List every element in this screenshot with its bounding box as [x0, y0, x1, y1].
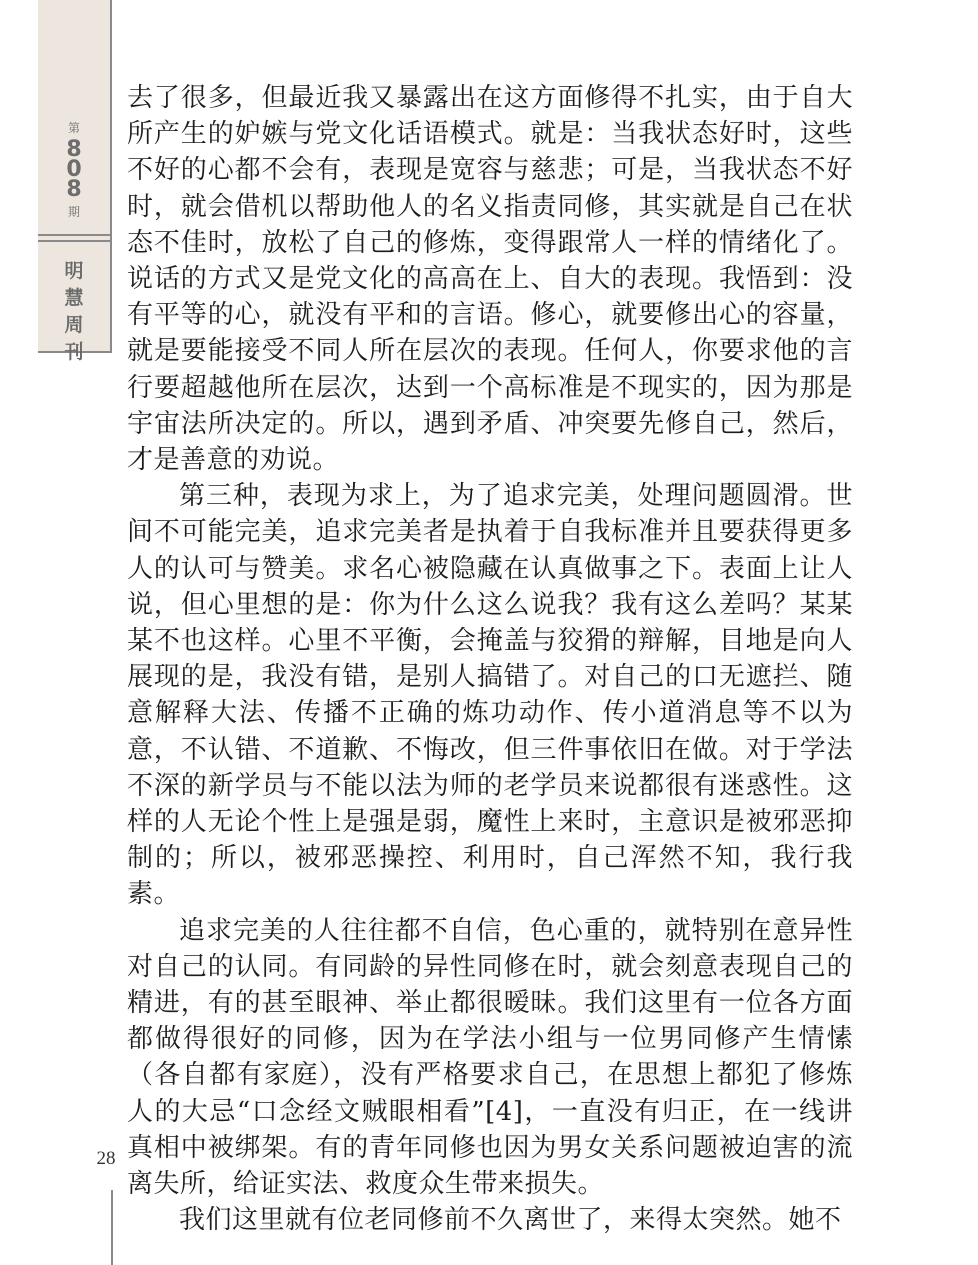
- paragraph: 追求完美的人往往都不自信，色心重的，就特别在意异性对自己的认同。有同龄的异性同修在时，就会刻意表现自己的精进，有的甚至眼神、举止都很暧昧。我们这里有一位各方面都做得很好的同修，因为在学法小组与一位男同修产生情愫（各自都有家庭），没有严格要求自己，在思想上都犯了修炼人的大忌“口念经文贼眼相看”[4]，一直没有归正，在一线讲真相中被绑架。有的青年同修也因为男女关系问题被迫害的流离失所，给证实法、救度众生带来损失。: [127, 915, 853, 1200]
- paragraph: 第三种，表现为求上，为了追求完美，处理问题圆滑。世间不可能完美，追求完美者是执着于自我标准并且要获得更多人的认可与赞美。求名心被隐藏在认真做事之下。表面上让人说，但心里想的是：你为什么这么说我？我有这么差吗？某某某不也这样。心里不平衡，会掩盖与狡猾的辩解，目地是向人展现的是，我没有错，是别人搞错了。对自己的口无遮拦、随意解释大法、传播不正确的炼功动作、传小道消息等不以为意，不认错、不道歉、不悔改，但三件事依旧在做。对于学法不深的新学员与不能以法为师的老学员来说都很有迷惑性。这样的人无论个性上是强是弱，魔性上来时，主意识是被邪恶抑制的；所以，被邪恶操控、利用时，自己浑然不知，我行我素。: [127, 481, 853, 910]
- issue-suffix: 期: [67, 205, 80, 219]
- magazine-name: [38, 258, 110, 366]
- issue-prefix: 第: [67, 121, 80, 135]
- magazine-char: 刊: [64, 341, 84, 363]
- tab-divider-top: [38, 234, 110, 236]
- margin-rule: [111, 1190, 113, 1265]
- magazine-char: 慧: [64, 287, 84, 309]
- article-body: [127, 80, 853, 1239]
- issue-label: [38, 120, 110, 220]
- paragraph: 我们这里就有位老同修前不久离世了，来得太突然。她不: [179, 1205, 842, 1236]
- issue-tab: [38, 0, 112, 363]
- magazine-char: 明: [64, 260, 84, 282]
- tab-divider-bottom: [38, 240, 110, 242]
- paragraph: 去了很多，但最近我又暴露出在这方面修得不扎实，由于自大所产生的妒嫉与党文化话语模式。就是：当我状态好时，这些不好的心都不会有，表现是宽容与慈悲；可是，当我状态不好时，就会借机以帮助他人的名义指责同修，其实就是自己在状态不佳时，放松了自己的修炼，变得跟常人一样的情绪化了。说话的方式又是党文化的高高在上、自大的表现。我悟到：没有平等的心，就没有平和的言语。修心，就要修出心的容量，就是要能接受不同人所在层次的表现。任何人，你要求他的言行要超越他所在层次，达到一个高标准是不现实的，因为那是宇宙法所决定的。所以，遇到矛盾、冲突要先修自己，然后，才是善意的劝说。: [127, 83, 853, 476]
- magazine-char: 周: [64, 314, 84, 336]
- page-number: 28: [96, 1148, 116, 1169]
- issue-number: 808: [66, 137, 82, 202]
